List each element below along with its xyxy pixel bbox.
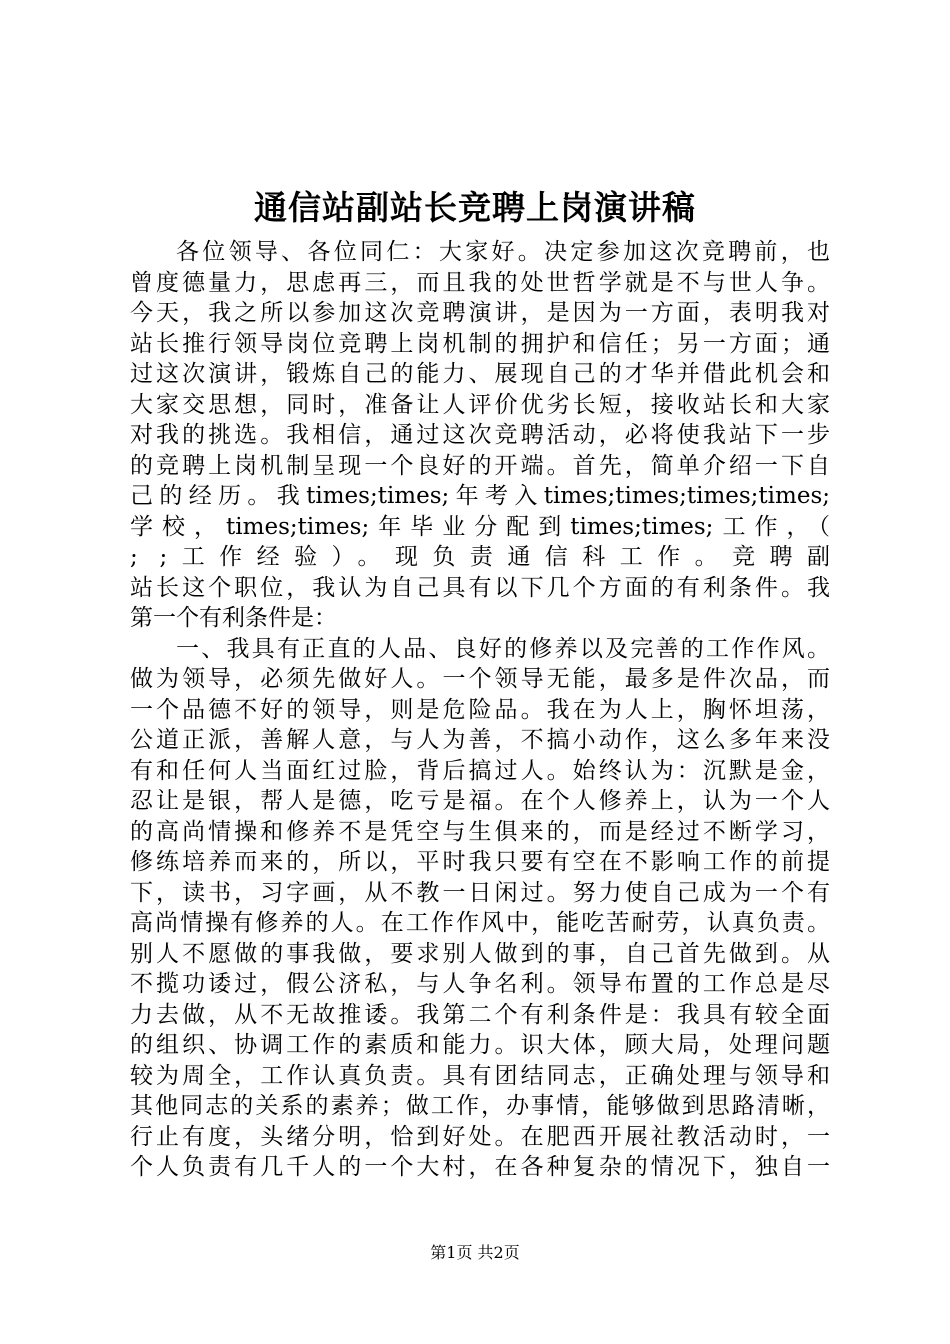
body-line-7: 对我的挑选。我相信，通过这次竞聘活动，必将使我站下一步 [130,422,830,448]
body-line-15: 做为领导，必须先做好人。一个领导无能，最多是件次品，而 [130,666,830,692]
body-line-2: 曾度德量力，思虑再三，而且我的处世哲学就是不与世人争。 [130,269,830,296]
body-line-20: 的高尚情操和修养不是凭空与生俱来的，而是经过不断学习， [130,818,830,845]
body-line-23: 高尚情操有修养的人。在工作作风中，能吃苦耐劳，认真负责。 [130,910,830,936]
body-line-9: 己的经历。我times;times;年考入times;times;times;times; [130,483,830,509]
body-line-22: 下，读书，习字画，从不教一日闲过。努力使自己成为一个有 [130,879,830,906]
body-line-31: 个人负责有几千人的一个大村，在各种复杂的情况下，独自一 [130,1154,830,1180]
document-body [130,237,830,1183]
body-line-6: 大家交思想，同时，准备让人评价优劣长短，接收站长和大家 [130,391,830,418]
body-line-21: 修练培养而来的，所以，平时我只要有空在不影响工作的前提 [130,849,830,875]
body-line-8: 的竞聘上岗机制呈现一个良好的开端。首先，简单介绍一下自 [130,452,830,479]
body-line-12: 站长这个职位，我认为自己具有以下几个方面的有利条件。我 [130,574,830,601]
body-line-5: 过这次演讲，锻炼自己的能力、展现自己的才华并借此机会和 [130,361,830,387]
body-line-17: 公道正派，善解人意，与人为善，不搞小动作，这么多年来没 [130,727,830,753]
body-line-29: 其他同志的关系的素养；做工作，办事情，能够做到思路清晰， [130,1093,830,1119]
page-number-footer: 第1页 共2页 [430,1243,520,1262]
body-line-18: 有和任何人当面红过脸，背后搞过人。始终认为：沉默是金， [130,757,830,784]
body-line-25: 不揽功诿过，假公济私，与人争名利。领导布置的工作总是尽 [130,971,830,997]
document-title: 通信站副站长竞聘上岗演讲稿 [254,188,696,227]
body-line-24: 别人不愿做的事我做，要求别人做到的事，自己首先做到。从 [130,940,830,967]
body-line-1: 各位领导、各位同仁：大家好。决定参加这次竞聘前，也 [176,239,830,265]
body-line-26: 力去做，从不无故推诿。我第二个有利条件是：我具有较全面 [130,1001,830,1028]
body-line-4: 站长推行领导岗位竞聘上岗机制的拥护和信任；另一方面；通 [130,330,830,357]
body-line-3: 今天，我之所以参加这次竞聘演讲，是因为一方面，表明我对 [130,300,830,326]
body-line-11: ; ;工作经验）。现负责通信科工作。竞聘副 [130,544,830,570]
body-line-10: 学校，times;times;年毕业分配到times;times;工作，（ [130,513,830,540]
body-line-28: 较为周全，工作认真负责。具有团结同志，正确处理与领导和 [130,1062,830,1089]
body-line-19: 忍让是银，帮人是德，吃亏是福。在个人修养上，认为一个人 [130,788,830,814]
body-line-13: 第一个有利条件是： [130,605,337,631]
body-line-14: 一、我具有正直的人品、良好的修养以及完善的工作作风。 [176,635,830,662]
body-line-27: 的组织、协调工作的素质和能力。识大体，顾大局，处理问题 [130,1032,830,1058]
body-line-30: 行止有度，头绪分明，恰到好处。在肥西开展社教活动时，一 [130,1123,830,1150]
body-line-16: 一个品德不好的领导，则是危险品。我在为人上，胸怀坦荡， [130,696,830,723]
